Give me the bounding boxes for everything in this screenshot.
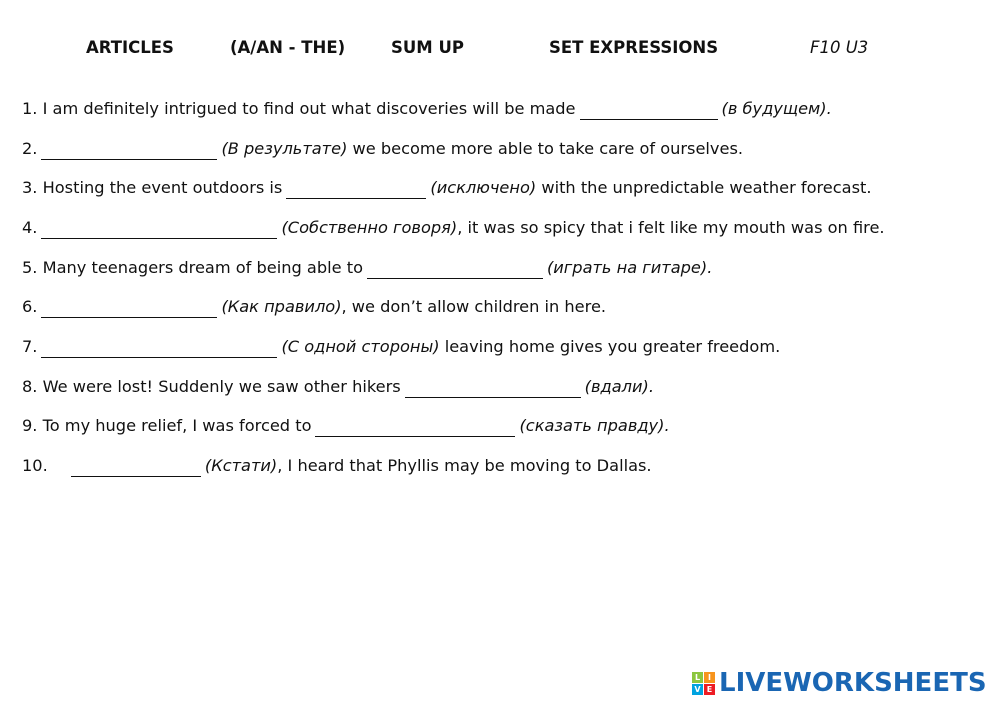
answer-blank-1[interactable] — [580, 103, 718, 120]
answer-blank-3[interactable] — [286, 182, 426, 199]
exercise-item-9 — [22, 414, 670, 438]
exercise-number: 4. — [22, 218, 38, 237]
exercise-number: 3. — [22, 178, 38, 197]
exercise-text-after: , I heard that Phyllis may be moving to Dallas. — [277, 456, 652, 475]
exercise-text-after: we become more able to take care of ourselves. — [352, 139, 744, 158]
exercise-number: 1. — [22, 99, 38, 118]
answer-blank-4[interactable] — [41, 222, 277, 239]
header-sum-up: SUM UP — [391, 38, 464, 57]
exercise-hint: (сказать правду). — [519, 416, 670, 435]
exercise-number: 5. — [22, 258, 38, 277]
exercise-item-5 — [22, 256, 712, 280]
exercise-item-8 — [22, 375, 654, 399]
header-articles: ARTICLES — [86, 38, 174, 57]
header-code: F10 U3 — [810, 38, 869, 57]
header-set-expressions: SET EXPRESSIONS — [549, 38, 719, 57]
liveworksheets-logo[interactable] — [692, 668, 987, 698]
answer-blank-9[interactable] — [315, 420, 515, 437]
answer-blank-8[interactable] — [405, 381, 581, 398]
exercise-item-4 — [22, 216, 885, 240]
exercise-text-after: leaving home gives you greater freedom. — [444, 337, 781, 356]
exercise-hint: (в будущем). — [721, 99, 832, 118]
exercise-hint: (вдали). — [584, 377, 654, 396]
exercise-item-2 — [22, 137, 743, 161]
answer-blank-2[interactable] — [41, 143, 217, 160]
exercise-number: 9. — [22, 416, 38, 435]
exercise-item-6 — [22, 295, 606, 319]
worksheet-header — [0, 38, 999, 60]
exercise-number: 2. — [22, 139, 38, 158]
exercise-item-1 — [22, 97, 832, 121]
exercise-hint: (Собственно говоря) — [281, 218, 458, 237]
exercise-text-before: Many teenagers dream of being able to — [42, 258, 363, 277]
exercise-item-7 — [22, 335, 780, 359]
exercise-text-before: To my huge relief, I was forced to — [42, 416, 312, 435]
answer-blank-5[interactable] — [367, 262, 543, 279]
exercise-item-3 — [22, 176, 872, 200]
header-a-an-the: (A/AN - THE) — [230, 38, 346, 57]
answer-blank-6[interactable] — [41, 301, 217, 318]
exercise-text-after: , we don’t allow children in here. — [341, 297, 607, 316]
answer-blank-10[interactable] — [71, 460, 201, 477]
exercise-hint: (Как правило) — [221, 297, 342, 316]
exercise-hint: (исключено) — [430, 178, 537, 197]
liveworksheets-logo-text: LIVEWORKSHEETS — [719, 668, 987, 698]
exercise-number: 8. — [22, 377, 38, 396]
exercise-hint: (В результате) — [221, 139, 348, 158]
exercise-text-after: with the unpredictable weather forecast. — [541, 178, 872, 197]
exercise-hint: (Кстати) — [204, 456, 278, 475]
exercise-text-before: Hosting the event outdoors is — [42, 178, 283, 197]
liveworksheets-logo-icon: L I V E — [692, 672, 715, 695]
answer-blank-7[interactable] — [41, 341, 277, 358]
exercise-text-after: , it was so spicy that i felt like my mouth was on fire. — [457, 218, 885, 237]
exercise-hint: (С одной стороны) — [281, 337, 440, 356]
exercise-text-before: We were lost! Suddenly we saw other hikers — [42, 377, 401, 396]
exercise-number: 6. — [22, 297, 38, 316]
exercise-text-before: I am definitely intrigued to find out what discoveries will be made — [42, 99, 576, 118]
exercise-number: 7. — [22, 337, 38, 356]
exercise-item-10 — [22, 454, 652, 478]
exercise-hint: (играть на гитаре). — [546, 258, 713, 277]
exercise-number: 10. — [22, 456, 48, 475]
